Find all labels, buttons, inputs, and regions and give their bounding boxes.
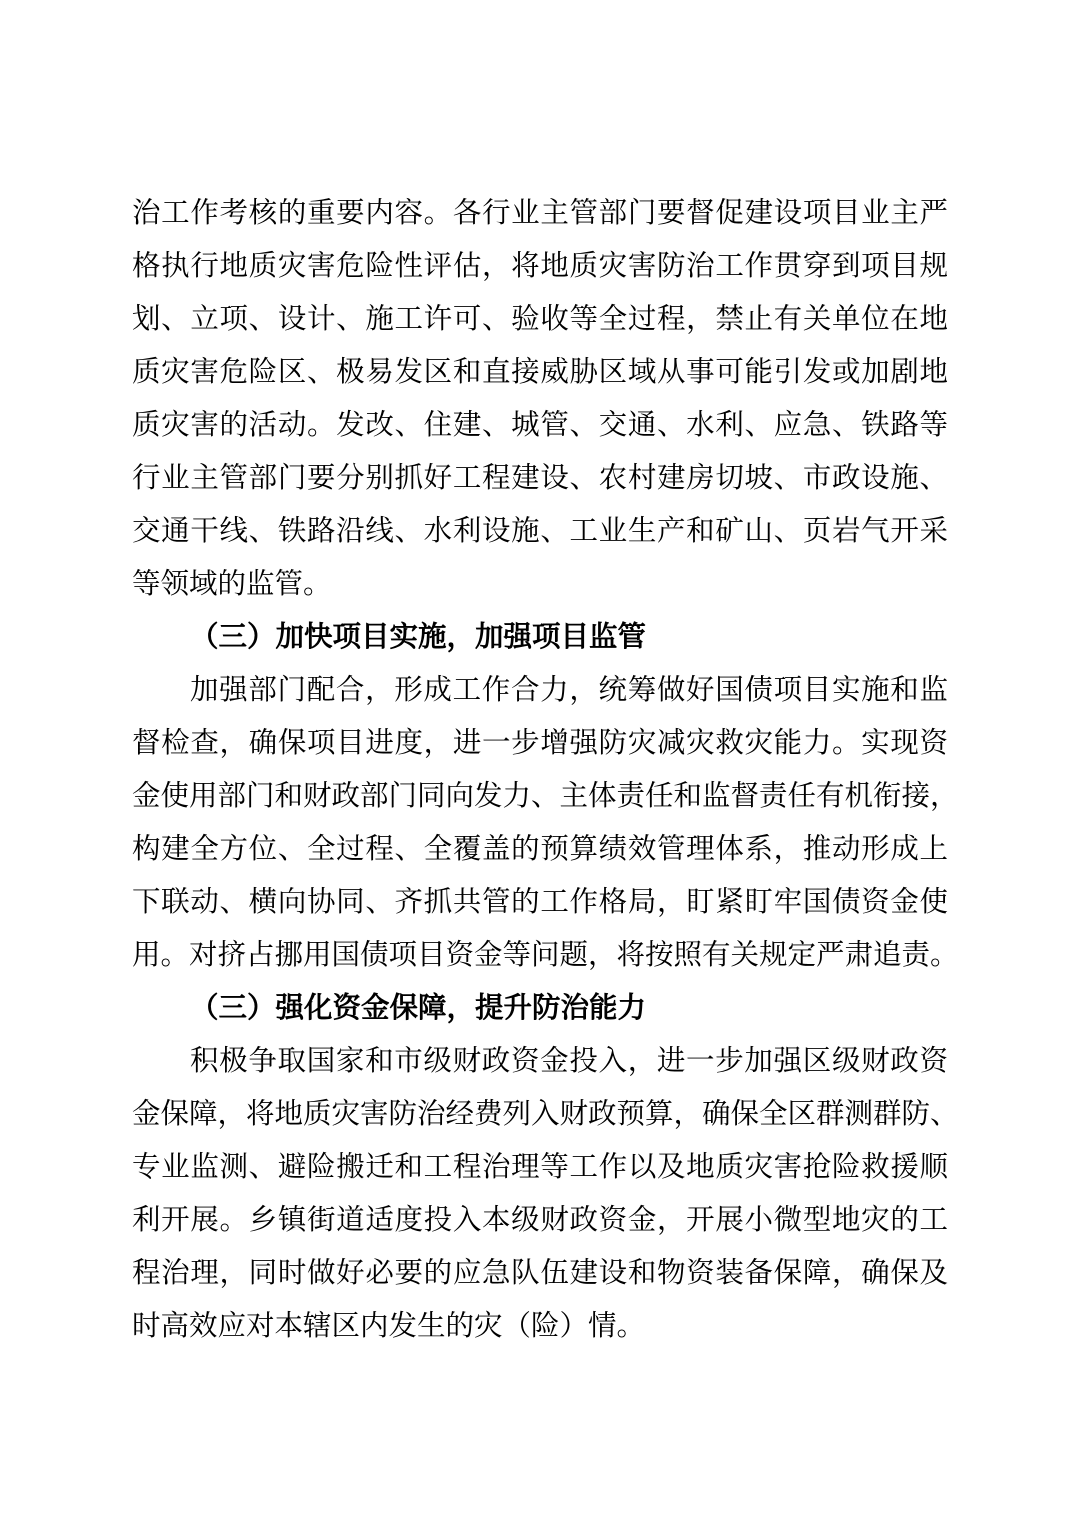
text-line: 金保障，将地质灾害防治经费列入财政预算，确保全区群测群防、 <box>132 1097 959 1130</box>
section-heading-project-implementation: （三）加快项目实施，加强项目监管 <box>190 620 647 653</box>
text-line: 格执行地质灾害危险性评估，将地质灾害防治工作贯穿到项目规 <box>132 249 948 282</box>
text-line: 下联动、横向协同、齐抓共管的工作格局，盯紧盯牢国债资金使 <box>132 885 948 918</box>
text-line: 质灾害的活动。发改、住建、城管、交通、水利、应急、铁路等 <box>132 408 948 441</box>
section-heading-funding-guarantee: （三）强化资金保障，提升防治能力 <box>190 991 647 1024</box>
text-line: 行业主管部门要分别抓好工程建设、农村建房切坡、市政设施、 <box>132 461 948 494</box>
text-line: 质灾害危险区、极易发区和直接威胁区域从事可能引发或加剧地 <box>132 355 948 388</box>
text-line: 时高效应对本辖区内发生的灾（险）情。 <box>132 1309 646 1342</box>
text-line: 等领域的监管。 <box>132 567 332 600</box>
paragraph-disaster-supervision <box>132 186 948 610</box>
text-line: 督检查，确保项目进度，进一步增强防灾减灾救灾能力。实现资 <box>132 726 948 759</box>
text-line: 用。对挤占挪用国债项目资金等问题，将按照有关规定严肃追责。 <box>132 938 959 971</box>
paragraph-funding-guarantee <box>132 1034 959 1352</box>
text-line: 利开展。乡镇街道适度投入本级财政资金，开展小微型地灾的工 <box>132 1203 948 1236</box>
text-line: 治工作考核的重要内容。各行业主管部门要督促建设项目业主严 <box>132 196 948 229</box>
text-line: 金使用部门和财政部门同向发力、主体责任和监督责任有机衔接， <box>132 779 959 812</box>
document-body <box>132 186 959 1352</box>
text-line: 程治理，同时做好必要的应急队伍建设和物资装备保障，确保及 <box>132 1256 948 1289</box>
text-line: 划、立项、设计、施工许可、验收等全过程，禁止有关单位在地 <box>132 302 948 335</box>
text-line: 交通干线、铁路沿线、水利设施、工业生产和矿山、页岩气开采 <box>132 514 948 547</box>
text-line: 专业监测、避险搬迁和工程治理等工作以及地质灾害抢险救援顺 <box>132 1150 948 1183</box>
text-line: 积极争取国家和市级财政资金投入，进一步加强区级财政资 <box>190 1044 948 1077</box>
paragraph-project-implementation <box>132 663 959 981</box>
text-line: 构建全方位、全过程、全覆盖的预算绩效管理体系，推动形成上 <box>132 832 948 865</box>
text-line: 加强部门配合，形成工作合力，统筹做好国债项目实施和监 <box>190 673 948 706</box>
